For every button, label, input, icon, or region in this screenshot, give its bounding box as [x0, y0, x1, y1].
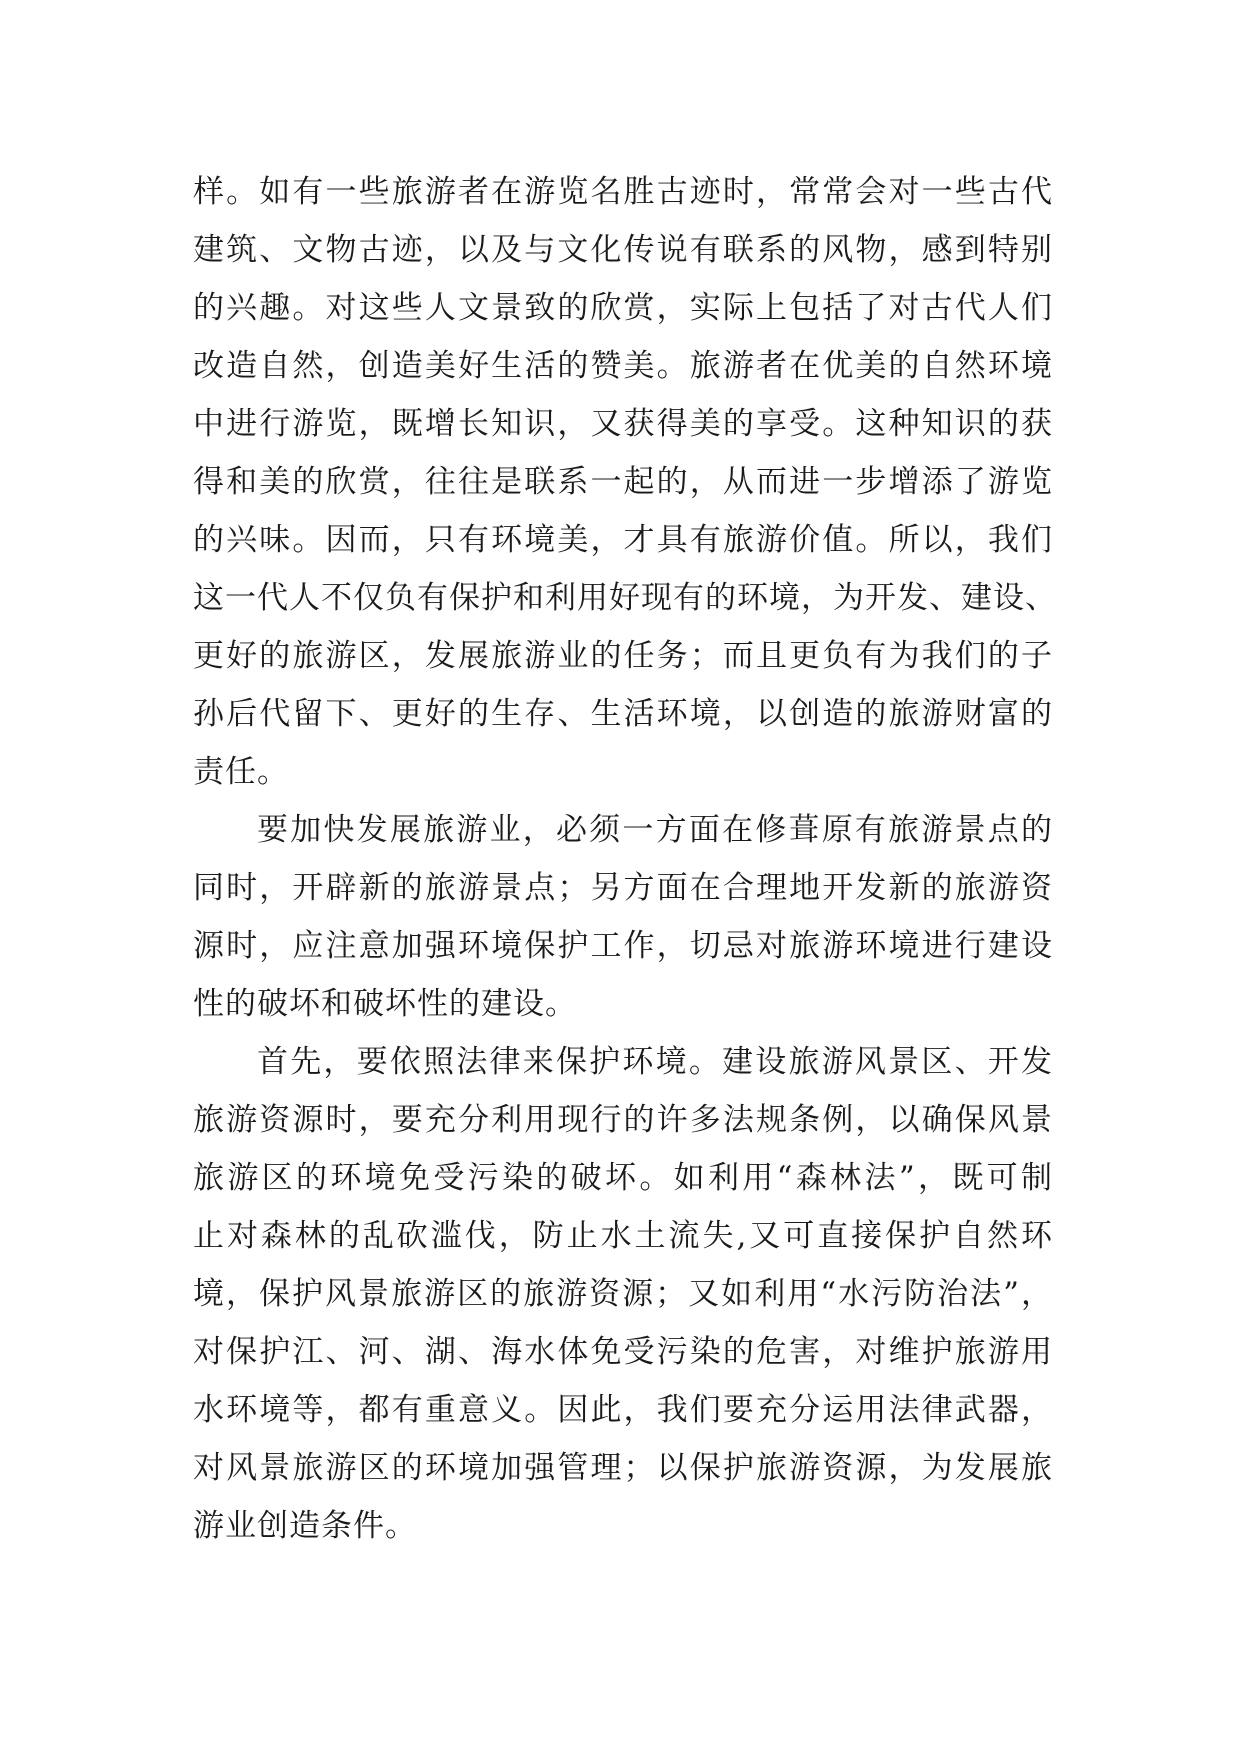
text-line: 性的破坏和破坏性的建设。 — [193, 986, 577, 1022]
text-line: 中进行游览，既增长知识，又获得美的享受。这种知识的获 — [193, 406, 1053, 442]
text-line: 旅游资源时，要充分利用现行的许多法规条例，以确保风景 — [193, 1102, 1053, 1138]
text-line: 对保护江、河、湖、海水体免受污染的危害，对维护旅游用 — [193, 1334, 1053, 1370]
text-line: 水环境等，都有重意义。因此，我们要充分运用法律武器， — [193, 1392, 1053, 1428]
text-line: 对风景旅游区的环境加强管理；以保护旅游资源，为发展旅 — [193, 1450, 1053, 1486]
document-body — [193, 163, 1057, 1555]
text-line: 的兴趣。对这些人文景致的欣赏，实际上包括了对古代人们 — [193, 290, 1053, 326]
text-line: 责任。 — [193, 754, 289, 790]
text-line: 境，保护风景旅游区的旅游资源；又如利用“水污防治法”， — [193, 1276, 1053, 1312]
text-line: 建筑、文物古迹，以及与文化传说有联系的风物，感到特别 — [193, 232, 1053, 268]
text-line: 源时，应注意加强环境保护工作，切忌对旅游环境进行建设 — [193, 928, 1053, 964]
text-line: 这一代人不仅负有保护和利用好现有的环境，为开发、建设、 — [193, 580, 1057, 616]
text-line: 更好的旅游区，发展旅游业的任务；而且更负有为我们的子 — [193, 638, 1053, 674]
paragraph — [193, 801, 1053, 1033]
text-line: 首先，要依照法律来保护环境。建设旅游风景区、开发 — [257, 1044, 1053, 1080]
paragraph — [193, 1033, 1053, 1555]
text-line: 要加快发展旅游业，必须一方面在修葺原有旅游景点的 — [257, 812, 1053, 848]
text-line: 游业创造条件。 — [193, 1508, 417, 1544]
text-line: 改造自然，创造美好生活的赞美。旅游者在优美的自然环境 — [193, 348, 1053, 384]
text-line: 得和美的欣赏，往往是联系一起的，从而进一步增添了游览 — [193, 464, 1053, 500]
text-line: 同时，开辟新的旅游景点；另方面在合理地开发新的旅游资 — [193, 870, 1053, 906]
text-line: 孙后代留下、更好的生存、生活环境，以创造的旅游财富的 — [193, 696, 1053, 732]
text-line: 止对森林的乱砍滥伐，防止水土流失,又可直接保护自然环 — [193, 1218, 1053, 1254]
text-line: 样。如有一些旅游者在游览名胜古迹时，常常会对一些古代 — [193, 174, 1053, 210]
text-line: 旅游区的环境免受污染的破坏。如利用“森林法”，既可制 — [193, 1160, 1053, 1196]
paragraph — [193, 163, 1057, 801]
text-line: 的兴味。因而，只有环境美，才具有旅游价值。所以，我们 — [193, 522, 1053, 558]
